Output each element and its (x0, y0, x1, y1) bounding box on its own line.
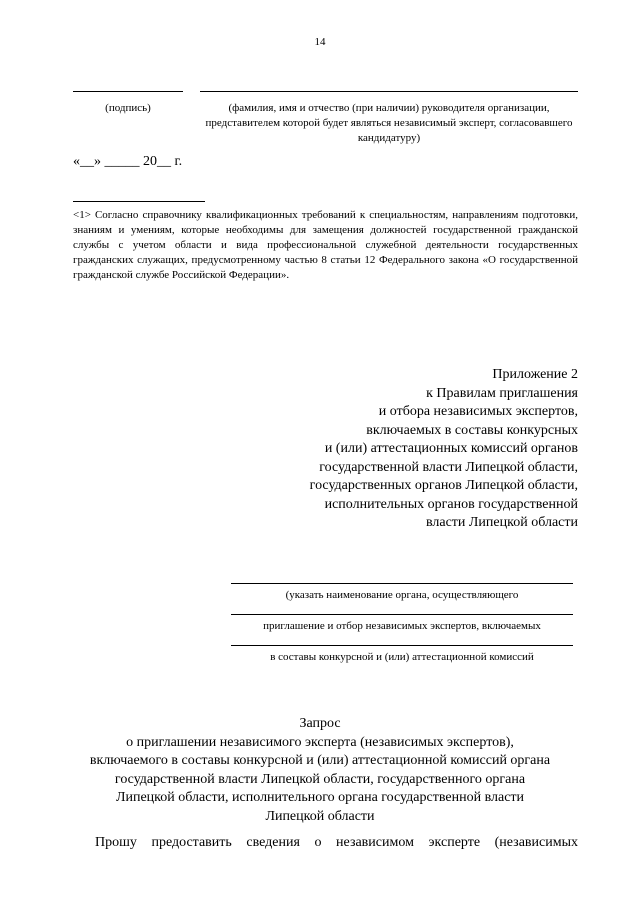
request-title: Запрос (299, 716, 341, 731)
organization-line (231, 645, 573, 646)
appendix-line: к Правилам приглашения (426, 385, 578, 401)
name-line (200, 91, 578, 92)
organization-caption: приглашение и отбор независимых экспертов, включаемых (263, 620, 541, 632)
name-caption: (фамилия, имя и отчество (при наличии) руководителя организации, представителем которой будет являться независимый эксперт, согласовавшего кандидатуру) (205, 102, 573, 144)
request-title-line: включаемого в составы конкурсной и (или) аттестационной комиссий органа (89, 753, 551, 768)
appendix-line: государственной власти Липецкой области, (319, 459, 578, 475)
appendix-line: Приложение 2 (492, 367, 578, 382)
organization-caption: в составы конкурсной и (или) аттестационной комиссий (270, 651, 534, 663)
page-number: 14 (314, 36, 326, 48)
appendix-line: государственных органов Липецкой области, (309, 478, 578, 493)
request-title-line: Липецкой области, исполнительного органа государственной власти (115, 790, 525, 805)
footnote-separator (73, 201, 205, 202)
appendix-line: и отбора независимых экспертов, (378, 404, 578, 419)
date-line: «__» _____ 20__ г. (73, 154, 183, 169)
appendix-line: включаемых в составы конкурсных (366, 422, 578, 438)
signature-line (73, 91, 183, 92)
organization-line (231, 614, 573, 615)
footnote-text: <1> Согласно справочнику квалификационных требований к специальностям, направлениям подготовки, знаниям и умениям, которые необходимы для замещения должностей государственной гражданской службы с учетом области и вида профессиональной служебной деятельности государственных гражданских служащих, предусмотренному частью 8 статьи 12 Федерального закона «О государственной гражданской службе Российской Федерации». (73, 209, 578, 281)
organization-line (231, 583, 573, 584)
appendix-heading (238, 366, 578, 533)
appendix-line: власти Липецкой области (425, 515, 578, 530)
request-title-line: Липецкой области (265, 808, 375, 824)
appendix-line: и (или) аттестационных комиссий органов (324, 441, 578, 456)
request-title-block (60, 715, 580, 826)
organization-caption: (указать наименование органа, осуществляющего (285, 589, 519, 601)
request-title-line: о приглашении независимого эксперта (независимых экспертов), (126, 734, 514, 750)
body-paragraph: Прошу предоставить сведения о независимом эксперте (независимых (95, 835, 578, 850)
request-title-line: государственной власти Липецкой области, государственного органа (114, 771, 526, 787)
appendix-line: исполнительных органов государственной (324, 496, 578, 512)
signature-caption: (подпись) (105, 102, 151, 114)
